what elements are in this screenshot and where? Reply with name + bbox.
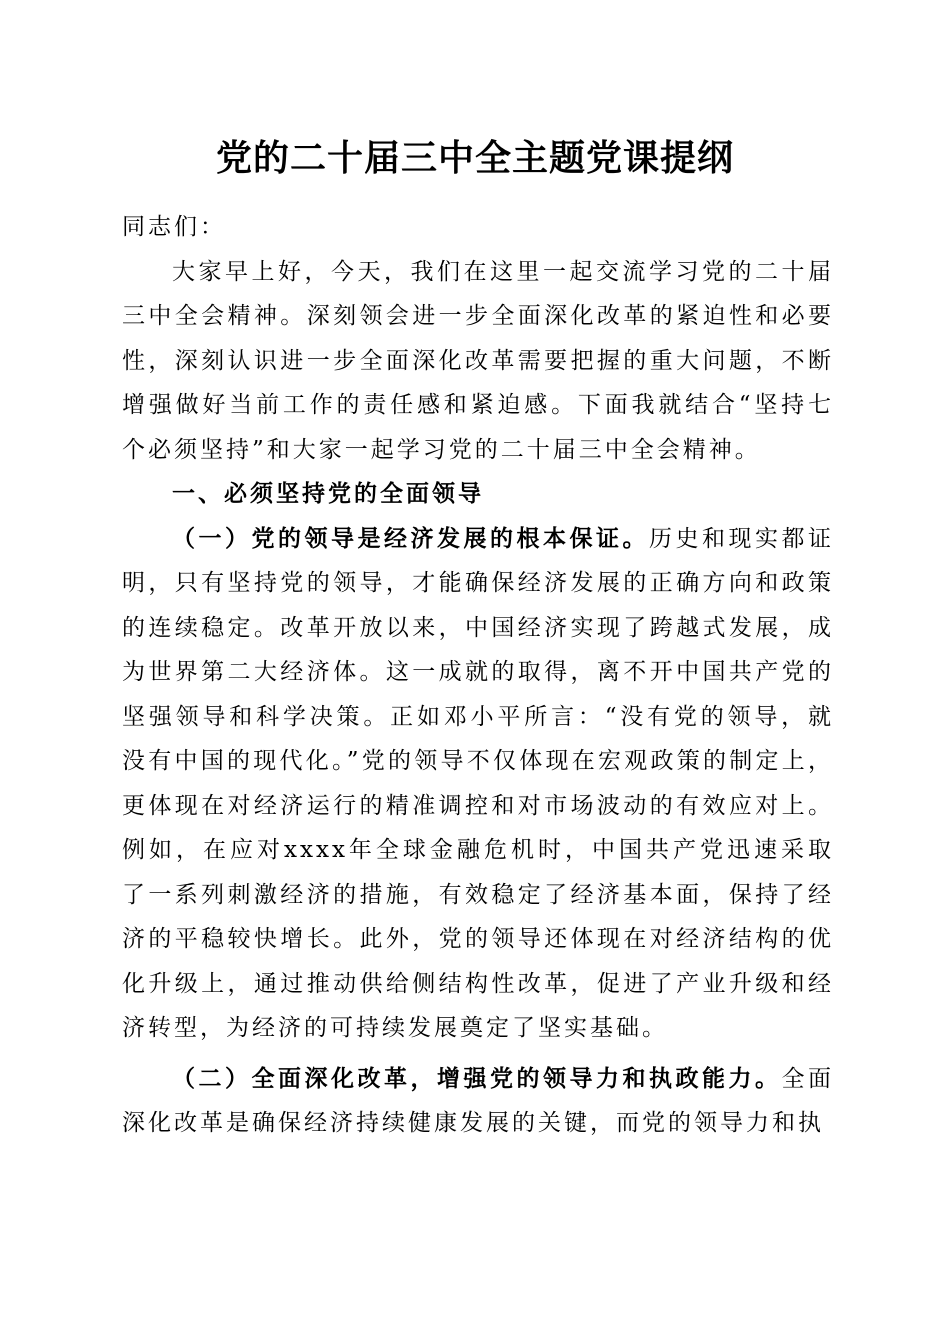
document-body [122,205,834,1146]
subsection-paragraph-2 [122,1057,834,1146]
section-heading: 一、必须坚持党的全面领导 [172,481,484,507]
subsection-paragraph-1 [122,517,834,1051]
subsection-lead-1: （一）党的领导是经济发展的根本保证。 [172,524,649,552]
salutation: 同志们： [122,214,226,240]
document-title: 党的二十届三中全主题党课提纲 [215,137,734,179]
subsection-body-2: 全面深化改革是确保经济持续健康发展的关键，而党的领导力和执 [122,1065,834,1136]
subsection-body-1: 历史和现实都证明，只有坚持党的领导，才能确保经济发展的正确方向和政策的连续稳定。改革开放以来，中国经济实现了跨越式发展，成为世界第二大经济体。这一成就的取得，离不开中国共产党的坚强领导和科学决策。正如邓小平所言：“没有党的领导，就没有中国的现代化。”党的领导不仅体现在宏观政策的制定上，更体现在对经济运行的精准调控和对市场波动的有效应对上。例如，在应对xxxx年全球金融危机时，中国共产党迅速采取了一系列刺激经济的措施，有效稳定了经济基本面，保持了经济的平稳较快增长。此外，党的领导还体现在对经济结构的优化升级上，通过推动供给侧结构性改革，促进了产业升级和经济转型，为经济的可持续发展奠定了坚实基础。 [122,525,834,1041]
subsection-lead-2: （二）全面深化改革，增强党的领导力和执政能力。 [172,1064,782,1092]
intro-paragraph: 大家早上好，今天，我们在这里一起交流学习党的二十届三中全会精神。深刻领会进一步全面深化改革的紧迫性和必要性，深刻认识进一步全面深化改革需要把握的重大问题，不断增强做好当前工作的责任感和紧迫感。下面我就结合“坚持七个必须坚持”和大家一起学习党的二十届三中全会精神。 [122,258,834,463]
